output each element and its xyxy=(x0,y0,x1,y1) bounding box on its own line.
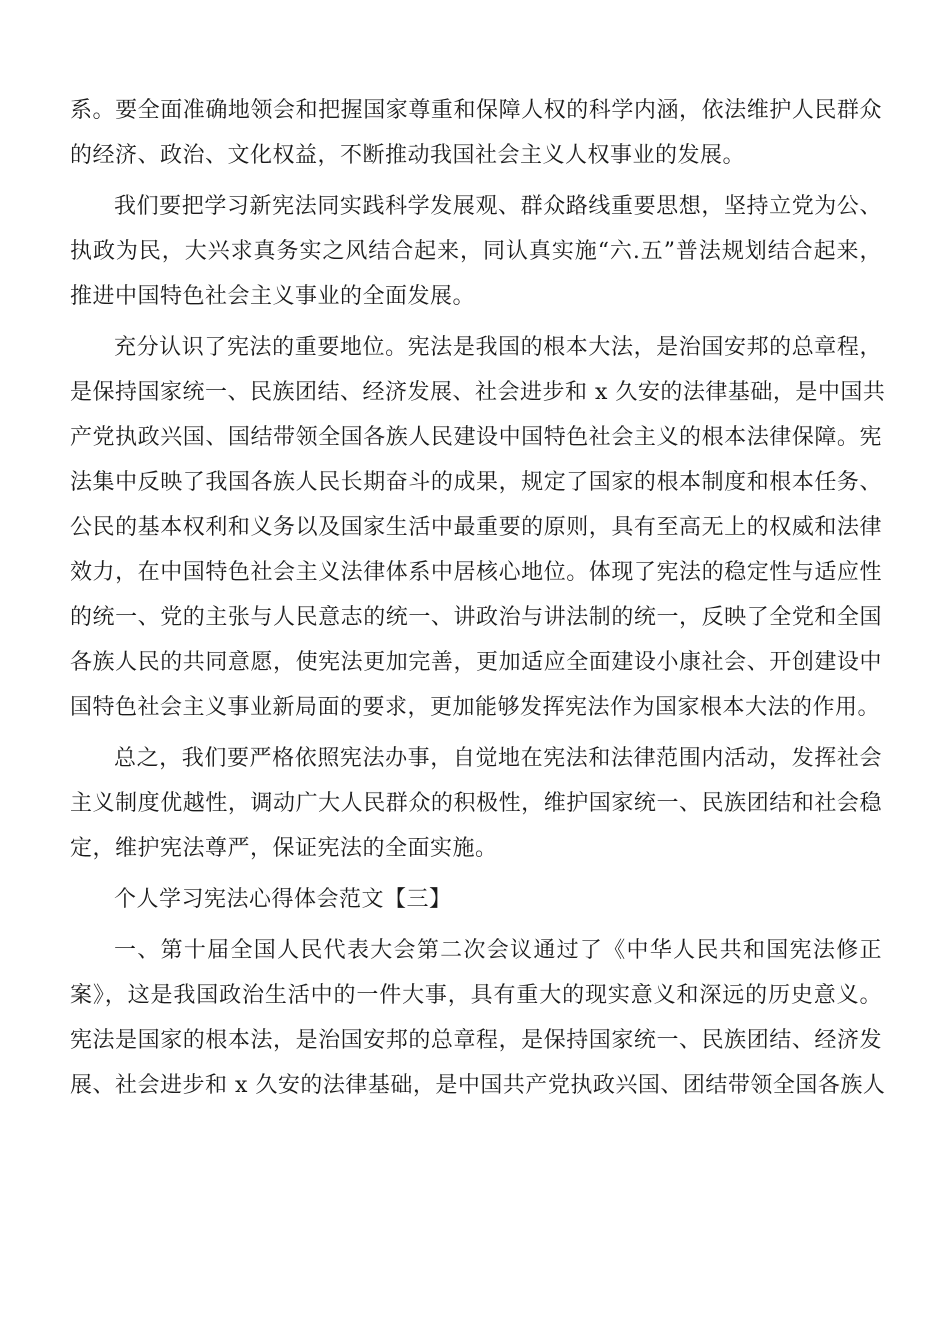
paragraph-amendment xyxy=(70,928,886,1108)
text-line: 产党执政兴国、国结带领全国各族人民建设中国特色社会主义的根本法律保障。宪 xyxy=(70,425,882,450)
text-line: 是保持国家统一、民族团结、经济发展、社会进步和 x 久安的法律基础，是中国共 xyxy=(70,380,886,405)
paragraph-practice xyxy=(70,184,882,319)
text-line: 定，维护宪法尊严，保证宪法的全面实施。 xyxy=(70,836,498,861)
text-line: 效力，在中国特色社会主义法律体系中居核心地位。体现了宪法的稳定性与适应性 xyxy=(70,560,882,585)
text-line: 总之，我们要严格依照宪法办事，自觉地在宪法和法律范围内活动，发挥社会 xyxy=(114,746,882,771)
text-line: 法集中反映了我国各族人民长期奋斗的成果，规定了国家的根本制度和根本任务、 xyxy=(70,470,882,495)
text-line: 我们要把学习新宪法同实践科学发展观、群众路线重要思想，坚持立党为公、 xyxy=(114,194,882,219)
text-line: 案》，这是我国政治生活中的一件大事，具有重大的现实意义和深远的历史意义。 xyxy=(70,983,882,1008)
text-line: 主义制度优越性，调动广大人民群众的积极性，维护国家统一、民族团结和社会稳 xyxy=(70,791,882,816)
section-heading xyxy=(70,877,882,922)
text-line: 国特色社会主义事业新局面的要求，更加能够发挥宪法作为国家根本大法的作用。 xyxy=(70,695,881,720)
paragraph-conclusion xyxy=(70,736,882,871)
text-line: 公民的基本权利和义务以及国家生活中最重要的原则，具有至高无上的权威和法律 xyxy=(70,515,882,540)
paragraph-human-rights xyxy=(70,88,882,178)
text-line: 充分认识了宪法的重要地位。宪法是我国的根本大法，是治国安邦的总章程， xyxy=(114,335,882,360)
text-line: 的统一、党的主张与人民意志的统一、讲政治与讲法制的统一，反映了全党和全国 xyxy=(70,605,882,630)
section-title: 个人学习宪法心得体会范文【三】 xyxy=(114,887,452,912)
text-line: 的经济、政治、文化权益，不断推动我国社会主义人权事业的发展。 xyxy=(70,143,746,168)
text-line: 一、第十届全国人民代表大会第二次会议通过了《中华人民共和国宪法修正 xyxy=(114,938,882,963)
text-line: 执政为民，大兴求真务实之风结合起来，同认真实施“六.五”普法规划结合起来， xyxy=(70,239,882,264)
text-line: 系。要全面准确地领会和把握国家尊重和保障人权的科学内涵，依法维护人民群众 xyxy=(70,98,882,123)
text-line: 展、社会进步和 x 久安的法律基础，是中国共产党执政兴国、团结带领全国各族人 xyxy=(70,1073,886,1098)
text-line: 各族人民的共同意愿，使宪法更加完善，更加适应全面建设小康社会、开创建设中 xyxy=(70,650,882,675)
document-body xyxy=(70,88,886,1114)
text-line: 推进中国特色社会主义事业的全面发展。 xyxy=(70,284,476,309)
text-line: 宪法是国家的根本法，是治国安邦的总章程，是保持国家统一、民族团结、经济发 xyxy=(70,1028,882,1053)
paragraph-constitution-status xyxy=(70,325,886,730)
